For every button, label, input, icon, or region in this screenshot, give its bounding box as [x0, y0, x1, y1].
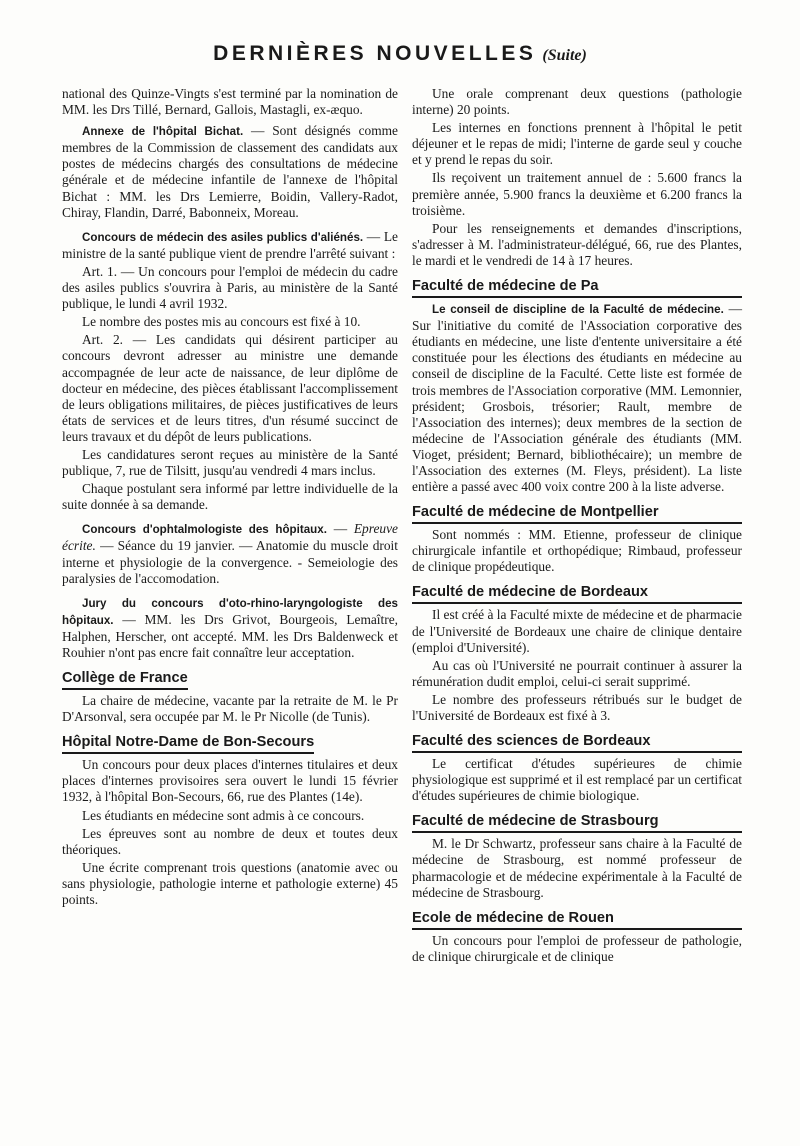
asiles-text: — Le ministre de la santé publique vient de prendre l'arrêté suivant :	[62, 228, 398, 261]
postulant-paragraph: Chaque postulant sera informé par lettre individuelle de la suite donnée à sa demande.	[62, 481, 398, 513]
bordeaux-p1: Il est créé à la Faculté mixte de médecine et de pharmacie de l'Université de Bordeaux une chaire de clinique dentaire (emploi d'Université).	[412, 607, 742, 655]
bordeaux-title: Faculté de médecine de Bordeaux	[412, 583, 742, 604]
section-college-de-france	[62, 669, 398, 690]
traitement-paragraph: Ils reçoivent un traitement annuel de : 5.600 francs la première année, 5.900 francs la deuxième et 6.200 francs la troisième.	[412, 170, 742, 218]
bichat-paragraph	[62, 123, 398, 221]
ophtal-runin: Concours d'ophtalmologiste des hôpitaux.	[82, 523, 327, 537]
asiles-runin: Concours de médecin des asiles publics d'aliénés.	[82, 230, 364, 244]
header-suite: (Suite)	[542, 47, 587, 64]
strasbourg-title: Faculté de médecine de Strasbourg	[412, 812, 742, 833]
discipline-runin: Le conseil de discipline de la Faculté de médecine.	[432, 303, 724, 317]
article-2: Art. 2. — Les candidats qui désirent participer au concours devront adresser au ministre une demande accompagnée de leur acte de naissance, de leur diplôme de docteur en médecine, des pièces établissant l'accomplissement de leurs obligations militaires, de pièces justificatives de leurs états de services et de leurs titres, d'un résumé succinct de leurs travaux et du dépôt de leurs publications.	[62, 332, 398, 444]
jury-paragraph	[62, 595, 398, 661]
section-faculte-paris	[412, 277, 742, 298]
jury-text: — MM. les Drs Grivot, Bourgeois, Lemaître, Halphen, Herscher, ont accepté. MM. les Drs Baldenweck et Rouhier n'ont pas encre fait connaître leur acceptation.	[62, 611, 398, 660]
section-bordeaux-medecine	[412, 583, 742, 604]
bonsecours-title: Hôpital Notre-Dame de Bon-Secours	[62, 733, 314, 754]
section-montpellier	[412, 503, 742, 524]
strasbourg-paragraph: M. le Dr Schwartz, professeur sans chaire à la Faculté de médecine de Strasbourg, est nommé professeur de pharmacologie et de médecine expérimentale à la Faculté de médecine de Strasbourg.	[412, 836, 742, 900]
section-rouen	[412, 909, 742, 930]
faculte-paris-title: Faculté de médecine de Pa	[412, 277, 742, 298]
nombre-postes: Le nombre des postes mis au concours est fixé à 10.	[82, 314, 361, 330]
section-sciences-bordeaux	[412, 732, 742, 753]
discipline-paragraph	[412, 301, 742, 495]
bichat-runin: Annexe de l'hôpital Bichat.	[82, 125, 244, 139]
college-paragraph: La chaire de médecine, vacante par la retraite de M. le Pr D'Arsonval, sera occupée par M. le Pr Nicolle (de Tunis).	[62, 693, 398, 725]
header-title: DERNIÈRES NOUVELLES	[213, 42, 537, 65]
rouen-paragraph: Un concours pour l'emploi de professeur de pathologie, de clinique chirurgicale et de clinique	[412, 932, 742, 964]
jury-runin: Jury du concours d'oto-rhino-laryngologiste des hôpitaux.	[62, 596, 398, 627]
sciences-title: Faculté des sciences de Bordeaux	[412, 732, 742, 753]
montpellier-title: Faculté de médecine de Montpellier	[412, 503, 742, 524]
renseignements-paragraph: Pour les renseignements et demandes d'inscriptions, s'adresser à M. l'administrateur-délégué, 66, rue des Plantes, le mardi et le vendredi de 14 à 17 heures.	[412, 220, 742, 268]
ophtal-text: — Séance du 19 janvier. — Anatomie du muscle droit interne et physiologie de la convergence. - Semeiologie des paralysies de l'accomodation.	[62, 538, 398, 586]
sciences-paragraph: Le certificat d'études supérieures de chimie physiologique est supprimé et il est remplacé par un certificat d'études supérieures de chimie biologique.	[412, 756, 742, 804]
bonsecours-p4: Une écrite comprenant trois questions (anatomie avec ou sans physiologie, pathologie interne et pathologie externe) 45 points.	[62, 859, 398, 908]
bordeaux-p2: Au cas où l'Université ne pourrait continuer à assurer la rémunération dudit emploi, celui-ci serait supprimé.	[412, 657, 742, 689]
montpellier-paragraph: Sont nommés : MM. Etienne, professeur de clinique chirurgicale infantile et orthopédique; Rimbaud, professeur de clinique propédeutique.	[412, 527, 742, 575]
section-strasbourg	[412, 812, 742, 833]
quinze-vingts-paragraph: national des Quinze-Vingts s'est terminé par la nomination de MM. les Drs Tillé, Bernard, Gallois, Mastagli, ex-æquo.	[62, 86, 398, 118]
bonsecours-p2: Les étudiants en médecine sont admis à ce concours.	[82, 807, 365, 823]
rouen-title: Ecole de médecine de Rouen	[412, 909, 742, 930]
article-1: Art. 1. — Un concours pour l'emploi de médecin du cadre des asiles publics s'ouvrira à Paris, au ministère de la Santé publique, le lundi 4 avril 1932.	[62, 263, 398, 312]
candidatures-paragraph: Les candidatures seront reçues au ministère de la Santé publique, 7, rue de Tilsitt, jusqu'au vendredi 4 mars inclus.	[62, 446, 398, 479]
ophtal-paragraph: Concours d'ophtalmologiste des hôpitaux. — Epreuve écrite. — Séance du 19 janvier. — Anatomie du muscle droit interne et physiologie de la convergence. - Semeiologie des paralysies de l'accomodation.	[62, 521, 398, 586]
page-header	[0, 42, 800, 65]
bordeaux-p3: Le nombre des professeurs rétribués sur le budget de l'Université de Bordeaux est fixé à 3.	[412, 691, 742, 723]
bichat-text: — Sont désignés comme membres de la Commission de classement des candidats aux postes de médecins chargés des consultations de médecine générale et de médecine infantile de l'annexe de l'hôpital Bichat : MM. les Drs Lemierre, Boidin, Vallery-Radot, Chiray, Flandin, Darré, Babonneix, Moreau.	[62, 123, 398, 220]
ophtal-epreuve: Epreuve écrite.	[62, 521, 398, 554]
discipline-text: — Sur l'initiative du comité de l'Association corporative des étudiants en médecine, une liste d'entente universitaire a été constituée pour les élections des étudiants en médecine au conseil de discipline de la Faculté. Cette liste est formée de trois membres de l'Association corporative (MM. Lemonnier, président; Grosbois, trésorier; Rault, membre de l'Association des internes); deux membres de la section de médecine de l'Association générale des étudiants (MM. Vioget, président; Bernard, bibliothécaire); un membre de l'Association des externes (M. Fleys, président). La liste entière a passé avec 400 voix contre 200 à la liste adverse.	[412, 301, 742, 495]
college-title: Collège de France	[62, 669, 188, 690]
bonsecours-p1: Un concours pour deux places d'internes titulaires et deux places d'internes provisoires sera ouvert le lundi 15 février 1932, à l'hôpital Bon-Secours, 66, rue des Plantes (14e).	[62, 757, 398, 805]
right-column	[412, 86, 742, 967]
asiles-paragraph	[62, 229, 398, 262]
orale-paragraph: Une orale comprenant deux questions (pathologie interne) 20 points.	[412, 86, 742, 118]
section-bon-secours	[62, 733, 398, 754]
internes-paragraph: Les internes en fonctions prennent à l'hôpital le petit déjeuner et le repas de midi; l'interne de garde seul y couche et y prend le repas du soir.	[412, 120, 742, 168]
left-column	[62, 86, 398, 910]
bonsecours-p3: Les épreuves sont au nombre de deux et toutes deux théoriques.	[62, 825, 398, 857]
